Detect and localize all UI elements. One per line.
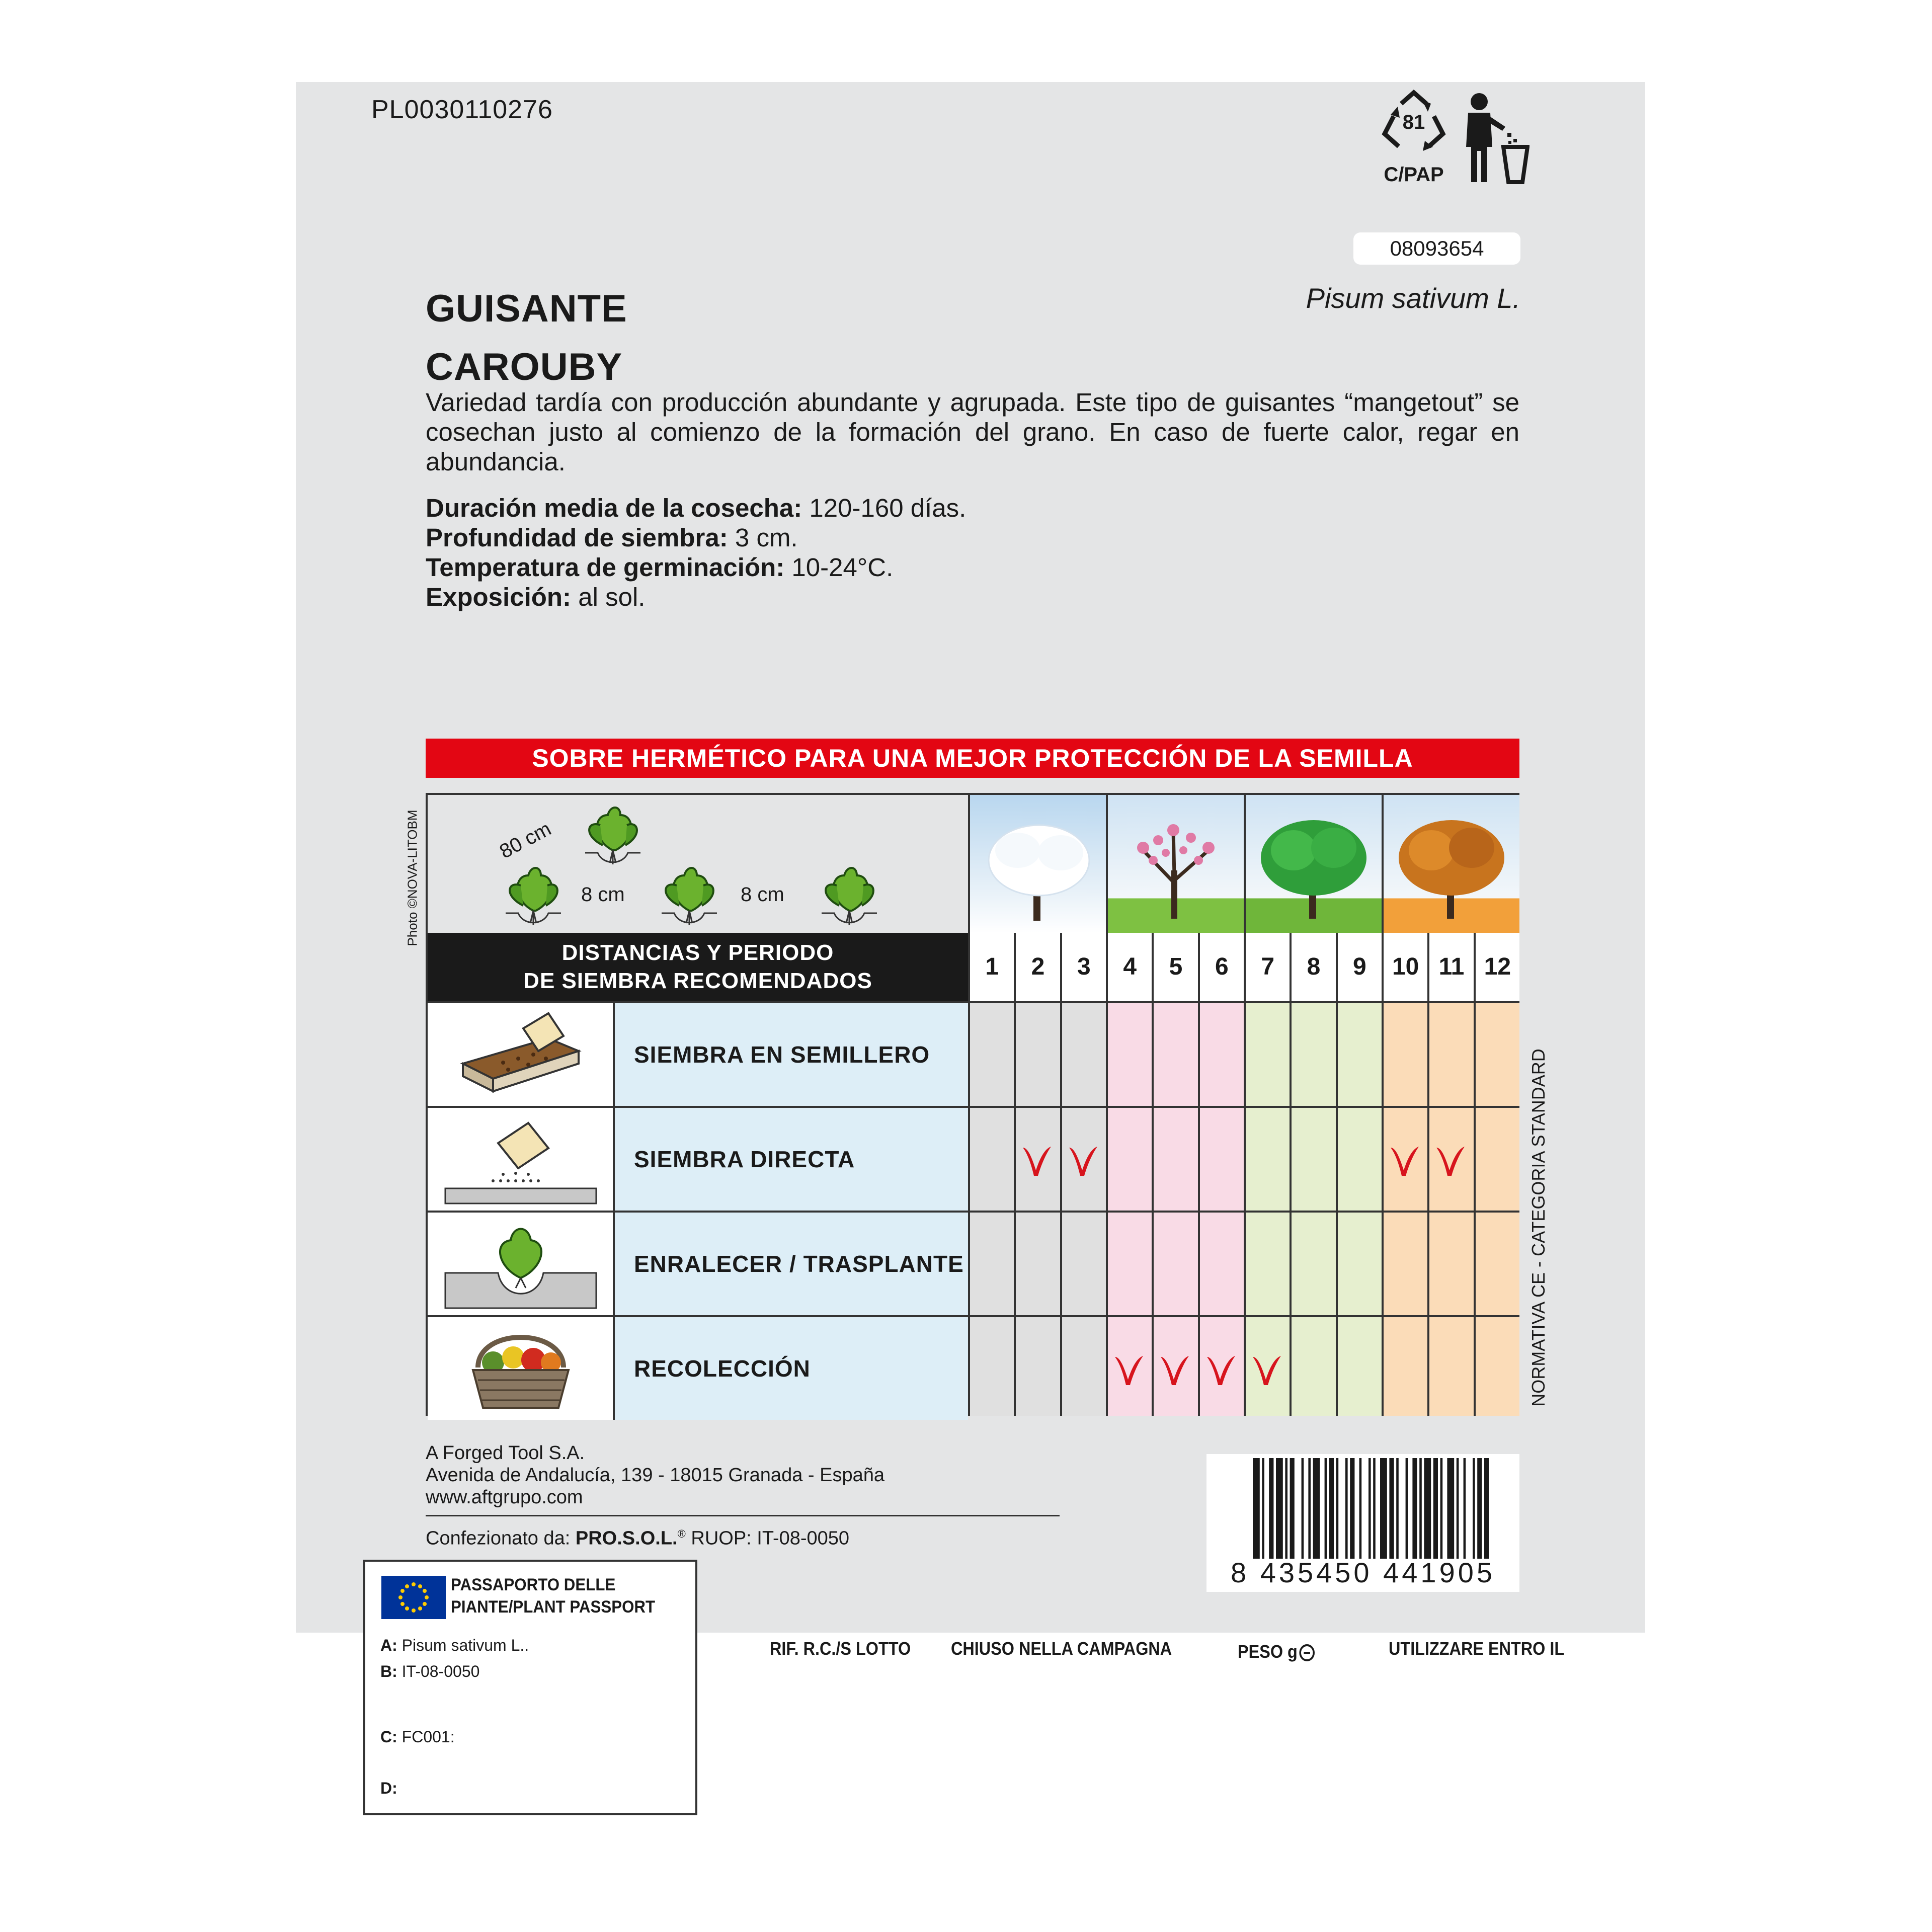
- barcode-bar: [1253, 1458, 1260, 1559]
- month-number: 3: [1062, 933, 1106, 1001]
- row-siembra-semillero: [428, 1001, 968, 1106]
- separator-line: [426, 1515, 1060, 1516]
- passport-d: D:: [380, 1779, 397, 1797]
- footer-utilizzare: UTILIZZARE ENTRO IL: [1389, 1638, 1565, 1659]
- month-column-8: [1290, 933, 1335, 1416]
- direct-sow-icon: [428, 1108, 615, 1211]
- confezionato-line: Confezionato da: PRO.S.O.L.® RUOP: IT-08-0050: [426, 1527, 850, 1549]
- row-label: ENRALECER / TRASPLANTE: [634, 1251, 964, 1277]
- autumn-season-image: [1382, 795, 1519, 933]
- barcode-bar: [1325, 1458, 1327, 1559]
- transplant-icon: [428, 1213, 615, 1315]
- barcode-bar: [1369, 1458, 1371, 1559]
- description: Variedad tardía con producción abundante y agrupada. Este tipo de guisantes “mangetout” se cosechan justo al comienzo de la formación del grano. En caso de fuerte calor, regar en abundancia.: [426, 388, 1519, 476]
- barcode-bar: [1302, 1458, 1304, 1559]
- barcode-bar: [1329, 1458, 1334, 1559]
- month-number: 8: [1292, 933, 1335, 1001]
- basket-icon: [428, 1317, 615, 1420]
- barcode-bar: [1484, 1458, 1489, 1559]
- row-siembra-directa: [428, 1106, 968, 1211]
- barcode-bar: [1359, 1458, 1362, 1559]
- barcode-bar: [1308, 1458, 1311, 1559]
- row-label: RECOLECCIÓN: [634, 1355, 811, 1382]
- barcode-bar: [1373, 1458, 1376, 1559]
- product-code: PL0030110276: [371, 95, 553, 124]
- barcode-bar: [1380, 1458, 1387, 1559]
- plant-icon: [662, 868, 717, 925]
- recycle-number: 81: [1402, 111, 1425, 133]
- row-label: SIEMBRA EN SEMILLERO: [634, 1041, 930, 1068]
- month-column-12: [1474, 933, 1519, 1416]
- barcode-bar: [1412, 1458, 1417, 1559]
- barcode-bar: [1440, 1458, 1443, 1559]
- plant-distance-label-2: 8 cm: [741, 883, 784, 906]
- norm-text: NORMATIVA CE - CATEGORIA STANDARD: [1528, 1049, 1549, 1407]
- barcode-bar: [1313, 1458, 1320, 1559]
- check-mark-icon: [1106, 1317, 1152, 1422]
- footer-chiuso: CHIUSO NELLA CAMPAGNA: [951, 1638, 1172, 1659]
- month-column-1: [968, 933, 1014, 1416]
- tidyman-icon: [1459, 92, 1530, 187]
- month-number: 12: [1476, 933, 1519, 1001]
- month-number: 9: [1338, 933, 1382, 1001]
- check-mark-icon: [1060, 1108, 1106, 1213]
- photo-credit: Photo ©NOVA-LITOBM: [405, 810, 420, 946]
- company-street: Avenida de Andalucía, 139 - 18015 Granada - España: [426, 1465, 884, 1486]
- plant-distance-label-1: 8 cm: [581, 883, 625, 906]
- summer-season-image: [1244, 795, 1382, 933]
- barcode-bar: [1464, 1458, 1466, 1559]
- month-number: 11: [1429, 933, 1473, 1001]
- barcode-bar: [1396, 1458, 1399, 1559]
- barcode-bar: [1350, 1458, 1354, 1559]
- recycle-material: C/PAP: [1384, 164, 1444, 186]
- barcode: [1206, 1454, 1519, 1592]
- month-number: 1: [970, 933, 1014, 1001]
- barcode-bar: [1433, 1458, 1438, 1559]
- eu-flag-icon: [381, 1576, 446, 1619]
- spec-temperature: Temperatura de germinación: 10-24°C.: [426, 553, 894, 582]
- plant-icon: [506, 868, 561, 925]
- barcode-bar: [1457, 1458, 1459, 1559]
- check-mark-icon: [1427, 1108, 1474, 1213]
- seedbed-icon: [428, 1003, 615, 1106]
- spring-season-image: [1106, 795, 1244, 933]
- spec-harvest: Duración media de la cosecha: 120-160 días.: [426, 494, 967, 522]
- plant-icon: [585, 808, 640, 864]
- month-number: 10: [1384, 933, 1427, 1001]
- barcode-bar: [1262, 1458, 1264, 1559]
- barcode-bar: [1389, 1458, 1394, 1559]
- table-header: [428, 933, 968, 1001]
- check-mark-icon: [1198, 1317, 1244, 1422]
- barcode-bar: [1290, 1458, 1295, 1559]
- passport-c: C: FC001:: [380, 1728, 455, 1746]
- hermetic-banner: SOBRE HERMÉTICO PARA UNA MEJOR PROTECCIÓN DE LA SEMILLA: [426, 739, 1519, 778]
- passport-a: A: Pisum sativum L..: [380, 1636, 529, 1654]
- check-mark-icon: [1244, 1317, 1290, 1422]
- row-distance-label: 80 cm: [496, 818, 555, 863]
- barcode-bar: [1447, 1458, 1454, 1559]
- recycle-icon: [1379, 89, 1449, 189]
- barcode-bar: [1419, 1458, 1422, 1559]
- grid-line: [968, 1001, 1519, 1003]
- month-number: 2: [1016, 933, 1060, 1001]
- barcode-bar: [1336, 1458, 1339, 1559]
- barcode-bar: [1473, 1458, 1475, 1559]
- company-address: [426, 1442, 884, 1508]
- reference-number: 08093654: [1353, 232, 1520, 265]
- distances-diagram: [428, 795, 968, 933]
- specs-list: [426, 493, 966, 612]
- barcode-bar: [1424, 1458, 1431, 1559]
- month-number: 7: [1246, 933, 1290, 1001]
- barcode-bar: [1269, 1458, 1273, 1559]
- company-website[interactable]: www.aftgrupo.com: [426, 1487, 583, 1508]
- barcode-bar: [1345, 1458, 1348, 1559]
- month-number: 5: [1154, 933, 1197, 1001]
- estimated-e-icon: [1299, 1644, 1315, 1661]
- check-mark-icon: [1014, 1108, 1060, 1213]
- table-header-line-1: DISTANCIAS Y PERIODO: [561, 940, 834, 965]
- barcode-bar: [1285, 1458, 1287, 1559]
- month-number: 4: [1108, 933, 1152, 1001]
- spec-exposure: Exposición: al sol.: [426, 583, 646, 611]
- product-title: [426, 280, 627, 396]
- table-header-line-2: DE SIEMBRA RECOMENDADOS: [523, 969, 872, 993]
- plant-icon: [822, 868, 877, 925]
- plant-passport: [363, 1560, 697, 1815]
- footer-peso: PESO g: [1238, 1641, 1315, 1662]
- title-line-1: GUISANTE: [426, 287, 627, 330]
- sowing-calendar: [426, 793, 1519, 1416]
- check-mark-icon: [1152, 1317, 1198, 1422]
- row-label: SIEMBRA DIRECTA: [634, 1146, 855, 1172]
- title-line-2: CAROUBY: [426, 346, 623, 388]
- company-name: A Forged Tool S.A.: [426, 1442, 585, 1464]
- barcode-bar: [1276, 1458, 1283, 1559]
- spec-depth: Profundidad de siembra: 3 cm.: [426, 523, 798, 552]
- month-column-9: [1336, 933, 1382, 1416]
- check-mark-icon: [1382, 1108, 1428, 1213]
- barcode-bar: [1406, 1458, 1408, 1559]
- winter-season-image: [968, 795, 1106, 933]
- month-number: 6: [1200, 933, 1244, 1001]
- row-recoleccion: [428, 1315, 968, 1420]
- latin-name: Pisum sativum L.: [1306, 282, 1520, 314]
- barcode-bar: [1477, 1458, 1482, 1559]
- row-enralecer-trasplante: [428, 1211, 968, 1315]
- barcode-number: 8 435450 441905: [1231, 1557, 1495, 1588]
- passport-title: PASSAPORTO DELLE PIANTE/PLANT PASSPORT: [451, 1575, 656, 1617]
- footer-rif: RIF. R.C./S LOTTO: [770, 1638, 911, 1659]
- passport-b: B: IT-08-0050: [380, 1662, 480, 1680]
